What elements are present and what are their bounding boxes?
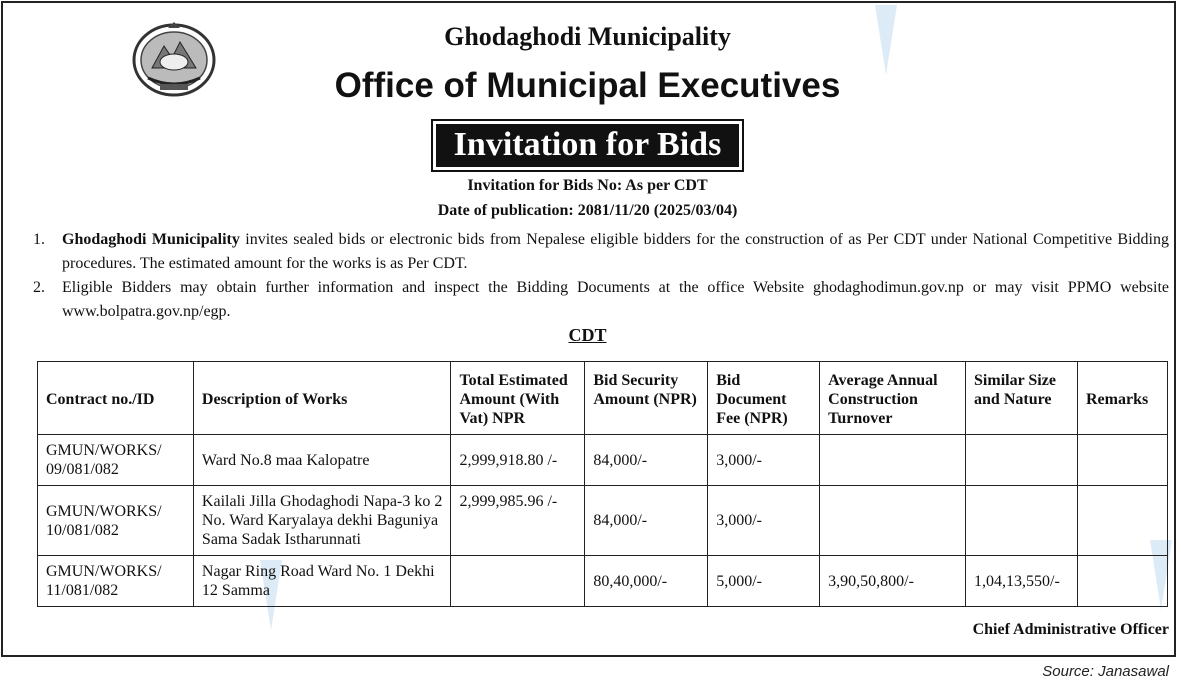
table-row	[38, 486, 1168, 556]
column-header: Bid Document Fee (NPR)	[708, 362, 820, 435]
table-cell: 5,000/-	[708, 556, 820, 607]
table-cell: 3,90,50,800/-	[820, 556, 966, 607]
table-cell: 2,999,985.96 /-	[451, 486, 585, 556]
table-cell: 3,000/-	[708, 435, 820, 486]
bid-number: Invitation for Bids No: As per CDT	[467, 177, 708, 194]
table-cell: Nagar Ring Road Ward No. 1 Dekhi 12 Samma	[193, 556, 451, 607]
column-header: Remarks	[1077, 362, 1167, 435]
table-cell	[1077, 556, 1167, 607]
paragraph-text: invites sealed bids or electronic bids from Nepalese eligible bidders for the construction of as Per CDT under National Competitive Bidding procedures. The estimated amount for the works is as Per CDT.	[62, 231, 1169, 272]
table-cell	[451, 556, 585, 607]
table-cell: GMUN/WORKS/ 09/081/082	[38, 435, 194, 486]
table-cell: 1,04,13,550/-	[966, 556, 1078, 607]
office-title: Office of Municipal Executives	[334, 66, 841, 105]
publication-date: Date of publication: 2081/11/20 (2025/03/04)	[437, 202, 738, 219]
table-cell: GMUN/WORKS/ 10/081/082	[38, 486, 194, 556]
paragraph-text: Eligible Bidders may obtain further information and inspect the Bidding Documents at the office Website ghodaghodimun.gov.np or may visit PPMO website www.bolpatra.gov.np/egp.	[62, 279, 1169, 320]
table-cell	[966, 435, 1078, 486]
table-cell: 2,999,918.80 /-	[451, 435, 585, 486]
section-title: CDT	[568, 325, 607, 345]
signature: Chief Administrative Officer	[972, 621, 1169, 638]
table-row	[38, 435, 1168, 486]
table-cell: Kailali Jilla Ghodaghodi Napa-3 ko 2 No. Ward Karyalaya dekhi Baguniya Sama Sadak Istharunnati	[193, 486, 451, 556]
table-cell: 80,40,000/-	[585, 556, 708, 607]
paragraph-1	[33, 228, 1169, 276]
paragraph-bold: Ghodaghodi Municipality	[62, 231, 240, 248]
table-cell: Ward No.8 maa Kalopatre	[193, 435, 451, 486]
source-credit: Source: Janasawal	[1042, 663, 1169, 680]
table-cell	[1077, 486, 1167, 556]
table-cell: 84,000/-	[585, 435, 708, 486]
municipality-name: Ghodaghodi Municipality	[444, 22, 731, 51]
table-cell: 3,000/-	[708, 486, 820, 556]
invitation-banner: Invitation for Bids	[433, 121, 743, 170]
bids-table	[37, 361, 1168, 607]
column-header: Description of Works	[193, 362, 451, 435]
banner-wrap	[0, 121, 1175, 170]
table-cell: GMUN/WORKS/ 11/081/082	[38, 556, 194, 607]
table-cell: 84,000/-	[585, 486, 708, 556]
column-header: Similar Size and Nature	[966, 362, 1078, 435]
paragraph-number: 2.	[33, 279, 45, 296]
column-header: Bid Security Amount (NPR)	[585, 362, 708, 435]
table-row	[38, 556, 1168, 607]
table-cell	[820, 486, 966, 556]
table-cell	[820, 435, 966, 486]
table-header-row	[38, 362, 1168, 435]
paragraph-2	[33, 276, 1169, 324]
column-header: Average Annual Construction Turnover	[820, 362, 966, 435]
column-header: Total Estimated Amount (With Vat) NPR	[451, 362, 585, 435]
table-cell	[1077, 435, 1167, 486]
table-cell	[966, 486, 1078, 556]
column-header: Contract no./ID	[38, 362, 194, 435]
paragraph-number: 1.	[33, 231, 45, 248]
